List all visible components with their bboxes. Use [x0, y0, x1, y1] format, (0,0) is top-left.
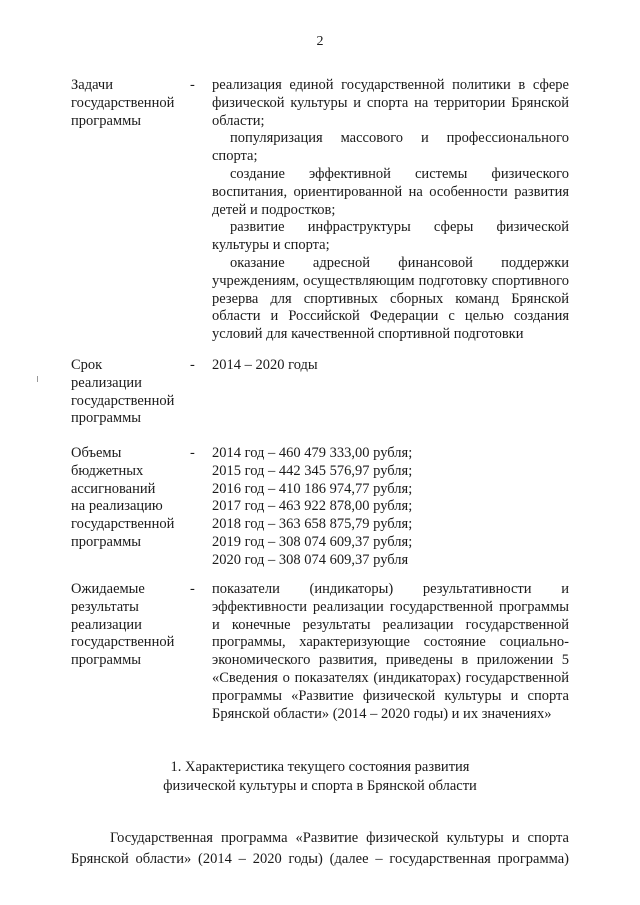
- budget-line: 2015 год – 442 345 576,97 рубля;: [212, 462, 413, 479]
- results-label: Ожидаемые результаты реализации государственной программы: [71, 581, 175, 669]
- task-item: создание эффективной системы физического воспитания, ориентированной на особенности развития детей и подростков;: [212, 165, 569, 218]
- budget-line: 2016 год – 410 186 974,77 рубля;: [212, 480, 413, 497]
- term-label: Срок реализации государственной программы: [71, 357, 175, 427]
- results-dash: -: [190, 581, 195, 597]
- margin-mark: [37, 376, 38, 382]
- budget-line: 2020 год – 308 074 609,37 рубля: [212, 551, 409, 568]
- task-item: популяризация массового и профессионального спорта;: [212, 130, 569, 165]
- body-paragraph: Государственная программа «Развитие физической культуры и спорта Брянской области» (2014 – 2020 годы) (далее – государственная программа): [71, 830, 569, 867]
- task-item: развитие инфраструктуры сферы физической культуры и спорта;: [212, 219, 569, 254]
- tasks-content: [212, 77, 569, 344]
- tasks-dash: -: [190, 77, 195, 93]
- section-heading: 1. Характеристика текущего состояния развития физической культуры и спорта в Брянской области: [163, 759, 477, 794]
- budget-line: 2014 год – 460 479 333,00 рубля;: [212, 445, 413, 461]
- budget-line: 2017 год – 463 922 878,00 рубля;: [212, 498, 413, 515]
- task-item: реализация единой государственной политики в сфере физической культуры и спорта на территории Брянской области;: [212, 77, 569, 129]
- results-text: показатели (индикаторы) результативности и эффективности реализации государственной программы и конечные результаты реализации государственной программы, характеризующие состояние социально-экономического развития, приведены в приложении 5 «Сведения о показателях (индикаторах) государственной программы «Развитие физической культуры и спорта Брянской области» (2014 – 2020 годы) и их значениях»: [212, 581, 569, 722]
- results-content: [212, 581, 569, 723]
- term-dash: -: [190, 357, 195, 373]
- budget-line: 2019 год – 308 074 609,37 рубля;: [212, 533, 413, 550]
- term-value: 2014 – 2020 годы: [212, 357, 318, 373]
- task-item: оказание адресной финансовой поддержки учреждениям, осуществляющим подготовку спортивного резерва для спортивных сборных команд Брянской области и Российской Федерации с целью создания условий для качественной спортивной подготовки: [212, 254, 569, 343]
- budget-line: 2018 год – 363 658 875,79 рубля;: [212, 516, 413, 533]
- budget-label: Объемы бюджетных ассигнований на реализацию государственной программы: [71, 445, 175, 550]
- budget-dash: -: [190, 445, 195, 461]
- tasks-label: Задачи государственной программы: [71, 77, 175, 129]
- page-number: 2: [316, 34, 324, 49]
- budget-lines: [212, 445, 569, 570]
